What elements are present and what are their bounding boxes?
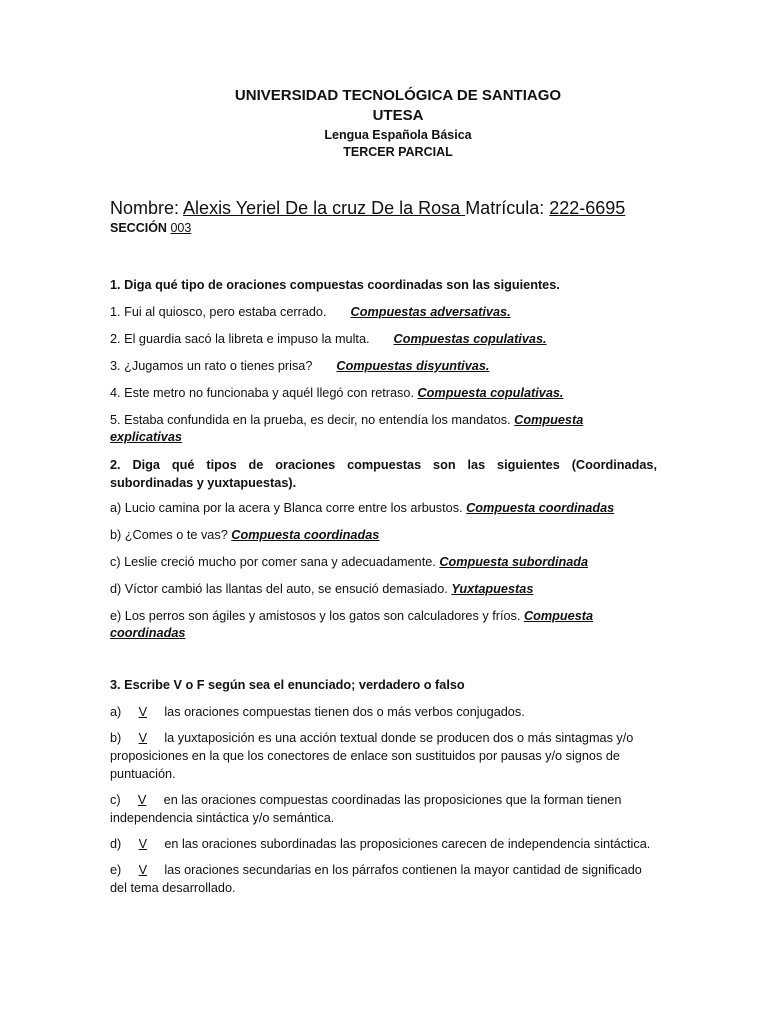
- q1-item: [110, 358, 657, 375]
- q1-item: [110, 412, 657, 446]
- q3-item-text: las oraciones secundarias en los párrafos contienen la mayor cantidad de significado del tema desarrollado.: [110, 863, 642, 895]
- q3-item-prefix: b): [110, 731, 122, 745]
- q1-item-answer: Compuestas copulativas.: [393, 332, 547, 346]
- q2-item: [110, 581, 657, 598]
- q2-item-answer: Compuesta coordinadas: [110, 609, 594, 640]
- q2-item-text: b) ¿Comes o te vas?: [110, 528, 228, 542]
- university-title: UNIVERSIDAD TECNOLÓGICA DE SANTIAGO: [234, 87, 562, 104]
- q1-item-answer: Compuesta copulativas.: [417, 386, 564, 400]
- answer-blank: V: [138, 731, 148, 745]
- question-3-title: 3. Escribe V o F según sea el enunciado; verdadero o falso: [110, 678, 465, 692]
- q2-item-text: d) Víctor cambió las llantas del auto, se ensució demasiado.: [110, 582, 448, 596]
- q1-item-answer: Compuesta explicativas: [110, 413, 584, 444]
- seccion-line: [110, 220, 657, 236]
- q3-item: [110, 835, 657, 853]
- document-header: [0, 86, 768, 161]
- q2-item-text: c) Leslie creció mucho por comer sana y adecuadamente.: [110, 555, 436, 569]
- q1-item-answer: Compuestas disyuntivas.: [336, 359, 490, 373]
- question-2-title: 2. Diga qué tipos de oraciones compuestas son las siguientes (Coordinadas, subordinadas y yuxtapuestas).: [110, 458, 657, 490]
- seccion-value: 003: [170, 221, 192, 235]
- student-info-line: [110, 196, 657, 220]
- student-name: Alexis Yeriel De la cruz De la Rosa: [183, 198, 466, 218]
- q3-item-prefix: e): [110, 863, 122, 877]
- name-label: Nombre:: [110, 198, 180, 218]
- q1-item-text: 5. Estaba confundida en la prueba, es decir, no entendía los mandatos.: [110, 413, 511, 427]
- matricula-label: Matrícula:: [465, 198, 545, 218]
- q3-item-text: en las oraciones subordinadas las proposiciones carecen de independencia sintáctica.: [164, 837, 651, 851]
- q2-item: [110, 554, 657, 571]
- q1-item-text: 4. Este metro no funcionaba y aquél llegó con retraso.: [110, 386, 414, 400]
- q2-item-answer: Compuesta coordinadas: [466, 501, 615, 515]
- q1-item-text: 2. El guardia sacó la libreta e impuso la multa.: [110, 332, 370, 346]
- answer-blank: V: [138, 863, 148, 877]
- q3-item-prefix: a): [110, 705, 122, 719]
- answer-blank: V: [137, 793, 147, 807]
- q2-item-text: a) Lucio camina por la acera y Blanca corre entre los arbustos.: [110, 501, 463, 515]
- q3-item-text: en las oraciones compuestas coordinadas las proposiciones que la forman tienen independencia sintáctica y/o semántica.: [110, 793, 622, 825]
- answer-blank: V: [138, 705, 148, 719]
- q2-item: [110, 527, 657, 544]
- q3-item-text: las oraciones compuestas tienen dos o más verbos conjugados.: [164, 705, 525, 719]
- q2-item-answer: Yuxtapuestas: [451, 582, 534, 596]
- question-1-title: 1. Diga qué tipo de oraciones compuestas coordinadas son las siguientes.: [110, 278, 560, 292]
- q2-item-answer: Compuesta subordinada: [439, 555, 589, 569]
- exam-name: TERCER PARCIAL: [343, 145, 453, 159]
- q1-item: [110, 385, 657, 402]
- q1-item: [110, 331, 657, 348]
- q1-item-text: 3. ¿Jugamos un rato o tienes prisa?: [110, 359, 313, 373]
- seccion-label: SECCIÓN: [110, 221, 167, 235]
- q2-item-text: e) Los perros son ágiles y amistosos y los gatos son calculadores y fríos.: [110, 609, 521, 623]
- q3-item: [110, 729, 657, 783]
- q1-item-answer: Compuestas adversativas.: [350, 305, 511, 319]
- course-name: Lengua Española Básica: [324, 128, 472, 142]
- q3-item: [110, 703, 657, 721]
- q3-item-prefix: d): [110, 837, 122, 851]
- q3-item-prefix: c): [110, 793, 121, 807]
- university-acronym: UTESA: [372, 107, 424, 124]
- matricula-value: 222-6695: [549, 198, 626, 218]
- q2-item-answer: Compuesta coordinadas: [231, 528, 380, 542]
- q3-item: [110, 861, 657, 897]
- document-body: [110, 196, 657, 905]
- answer-blank: V: [138, 837, 148, 851]
- q3-item: [110, 791, 657, 827]
- q1-item-text: 1. Fui al quiosco, pero estaba cerrado.: [110, 305, 327, 319]
- q3-item-text: la yuxtaposición es una acción textual donde se producen dos o más sintagmas y/o proposiciones en la que los conectores de enlace son sustituidos por pausas y/o signos de puntuación.: [110, 731, 634, 781]
- q2-item: [110, 608, 657, 642]
- q1-item: [110, 304, 657, 321]
- q2-item: [110, 500, 657, 517]
